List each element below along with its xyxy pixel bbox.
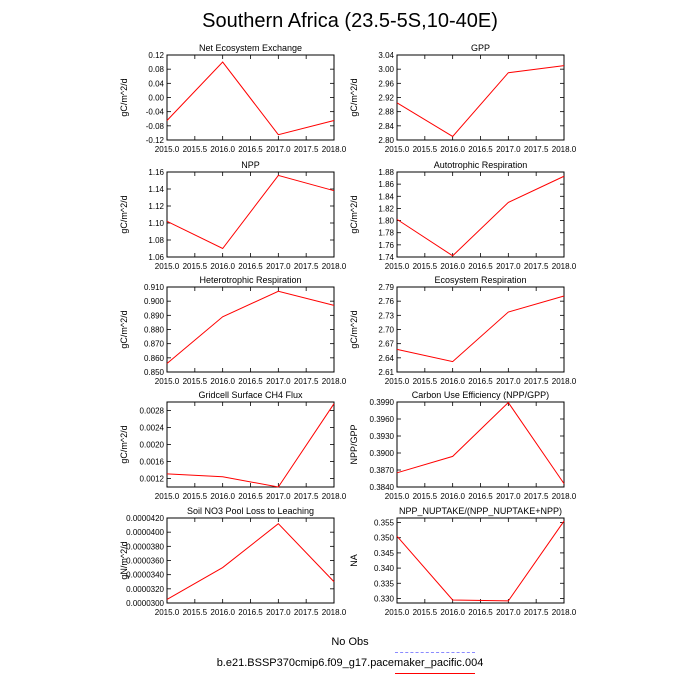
y-tick-label: 0.890 [143,311,164,321]
x-tick-label: 2015.0 [384,608,410,617]
y-tick-label: 0.910 [143,283,164,292]
y-axis-label: NA [349,554,359,567]
x-tick-label: 2015.0 [154,262,180,271]
y-tick-label: 0.0020 [139,440,164,450]
y-tick-label: 0.0028 [139,406,164,416]
y-tick-label: 1.78 [378,228,394,238]
panel-title: Carbon Use Efficiency (NPP/GPP) [411,390,550,400]
x-tick-label: 2016.5 [468,145,493,154]
x-tick-label: 2016.0 [210,145,235,154]
y-tick-label: 1.76 [378,240,394,250]
chart-panel-0 [119,43,347,154]
series-line [167,524,334,600]
chart-panel-8 [119,506,347,617]
y-tick-label: 2.79 [378,283,394,292]
x-tick-label: 2016.5 [468,608,493,617]
x-tick-label: 2018.0 [551,608,577,617]
y-tick-label: 2.88 [378,107,394,117]
y-tick-label: 1.12 [148,202,164,211]
x-tick-label: 2016.0 [210,262,235,271]
x-tick-label: 2017.0 [266,608,291,617]
plot-frame [397,518,564,603]
x-tick-label: 2015.5 [182,145,208,154]
series-line [167,291,334,363]
y-tick-label: 1.86 [378,180,394,190]
y-tick-label: 0.0000320 [126,584,164,594]
panel-title: Gridcell Surface CH4 Flux [198,390,303,400]
x-tick-label: 2018.0 [551,377,577,386]
series-line [397,296,564,362]
y-tick-label: 1.14 [148,185,164,194]
x-tick-label: 2016.5 [468,377,493,386]
x-tick-label: 2015.5 [412,492,438,501]
y-tick-label: 0.00 [148,93,164,103]
series-line [167,175,334,248]
panel-title: Ecosystem Respiration [434,275,527,285]
panel-title: Heterotrophic Respiration [199,275,302,285]
panel-title: Autotrophic Respiration [433,160,528,170]
panel-title: Soil NO3 Pool Loss to Leaching [186,506,315,516]
y-tick-label: 0.900 [143,297,164,307]
legend-model-label: b.e21.BSSP370cmip6.f09_g17.pacemaker_pacific.004 [216,657,484,669]
y-tick-label: 0.880 [143,325,164,335]
x-tick-label: 2017.0 [496,145,521,154]
y-tick-label: 0.0000360 [126,556,164,566]
x-tick-label: 2015.5 [412,608,438,617]
chart-panel-1 [349,43,577,154]
x-tick-label: 2015.0 [154,377,180,386]
x-tick-label: 2015.0 [154,492,180,501]
x-tick-label: 2016.0 [440,608,465,617]
x-tick-label: 2017.5 [293,145,319,154]
x-tick-label: 2015.5 [182,492,208,501]
series-line [167,62,334,135]
chart-panel-3 [349,160,577,271]
y-tick-label: 2.84 [378,121,394,131]
x-tick-label: 2017.5 [293,492,319,501]
x-tick-label: 2016.0 [210,608,235,617]
x-tick-label: 2016.0 [440,492,465,501]
y-tick-label: -0.08 [145,121,164,131]
x-tick-label: 2018.0 [321,145,347,154]
y-tick-label: 0.0000380 [126,542,164,552]
x-tick-label: 2015.0 [154,608,180,617]
y-tick-label: 2.92 [378,93,394,103]
y-tick-label: 2.96 [378,79,394,89]
y-tick-label: 3.04 [378,51,394,60]
x-tick-label: 2016.5 [238,262,263,271]
panel-title: Net Ecosystem Exchange [198,43,303,53]
x-tick-label: 2018.0 [551,145,577,154]
x-tick-label: 2015.0 [384,492,410,501]
y-axis-label: gC/m^2/d [119,195,129,234]
y-tick-label: 0.3870 [369,466,394,475]
chart-panel-7 [349,390,577,501]
x-tick-label: 2017.5 [293,262,319,271]
x-tick-label: 2017.0 [266,492,291,501]
x-tick-label: 2015.5 [182,608,208,617]
y-tick-label: 0.850 [143,368,164,377]
y-tick-label: -0.12 [145,136,164,145]
y-axis-label: gC/m^2/d [119,78,129,117]
x-tick-label: 2015.0 [384,145,410,154]
x-tick-label: 2015.5 [412,377,438,386]
x-tick-label: 2018.0 [321,492,347,501]
y-tick-label: 0.3960 [369,415,394,424]
y-tick-label: 1.88 [378,168,394,177]
y-tick-label: 0.0000340 [126,570,164,580]
x-tick-label: 2018.0 [551,492,577,501]
x-tick-label: 2017.0 [266,145,291,154]
plot-frame [167,402,334,487]
y-axis-label: NPP/GPP [349,424,359,465]
x-tick-label: 2017.5 [523,262,549,271]
x-tick-label: 2018.0 [321,262,347,271]
panel-title: NPP_NUPTAKE/(NPP_NUPTAKE+NPP) [399,506,562,516]
x-tick-label: 2016.5 [238,145,263,154]
x-tick-label: 2017.0 [496,262,521,271]
y-tick-label: 0.12 [148,51,164,60]
x-tick-label: 2017.5 [293,377,319,386]
y-tick-label: 0.340 [373,564,394,574]
y-axis-label: gC/m^2/d [349,78,359,117]
chart-panel-4 [119,275,347,386]
y-tick-label: 0.0000400 [126,528,164,538]
x-tick-label: 2016.5 [238,608,263,617]
y-tick-label: 0.0000420 [126,514,164,523]
x-tick-label: 2015.5 [182,377,208,386]
y-tick-label: 2.64 [378,353,394,363]
y-tick-label: 2.70 [378,325,394,335]
x-tick-label: 2016.0 [210,377,235,386]
y-tick-label: 1.06 [148,253,164,262]
x-tick-label: 2018.0 [551,262,577,271]
x-tick-label: 2017.0 [496,377,521,386]
y-tick-label: 2.61 [378,368,394,377]
chart-panel-9 [349,506,577,617]
series-line [397,403,564,484]
x-tick-label: 2017.0 [266,262,291,271]
y-tick-label: 1.16 [148,168,164,177]
x-tick-label: 2017.5 [523,377,549,386]
plot-frame [167,518,334,603]
x-tick-label: 2017.5 [523,608,549,617]
x-tick-label: 2016.0 [440,262,465,271]
x-tick-label: 2016.5 [468,262,493,271]
x-tick-label: 2016.0 [440,377,465,386]
plot-frame [397,55,564,140]
panel-title: GPP [470,43,491,53]
y-tick-label: 0.3840 [369,483,394,492]
x-tick-label: 2016.5 [468,492,493,501]
y-axis-label: gC/m^2/d [119,425,129,464]
x-tick-label: 2017.5 [523,492,549,501]
y-tick-label: 2.67 [378,339,394,349]
x-tick-label: 2017.5 [293,608,319,617]
panel-title: NPP [241,160,260,170]
series-line [397,66,564,137]
y-tick-label: 0.350 [373,533,394,543]
series-line [397,521,564,601]
x-tick-label: 2016.5 [238,492,263,501]
page-title: Southern Africa (23.5-5S,10-40E) [202,10,498,32]
y-axis-label: gC/m^2/d [349,195,359,234]
plot-frame [397,172,564,257]
plot-frame [397,287,564,372]
y-tick-label: 0.3930 [369,432,394,441]
x-tick-label: 2016.0 [210,492,235,501]
y-tick-label: 0.08 [148,65,164,75]
x-tick-label: 2015.0 [384,377,410,386]
y-tick-label: 1.82 [378,204,394,214]
y-tick-label: 0.04 [148,79,164,89]
y-tick-label: 0.0016 [139,457,164,467]
chart-panel-6 [119,390,347,501]
y-tick-label: 2.76 [378,297,394,307]
chart-panel-5 [349,275,577,386]
y-tick-label: 1.08 [148,236,164,245]
x-tick-label: 2017.0 [496,492,521,501]
x-tick-label: 2015.5 [182,262,208,271]
legend-obs-label: No Obs [331,636,369,648]
plot-frame [167,287,334,372]
legend-model-line [395,673,475,674]
plot-frame [397,402,564,487]
x-tick-label: 2018.0 [321,377,347,386]
plot-frame [167,172,334,257]
x-tick-label: 2017.0 [496,608,521,617]
y-tick-label: 1.84 [378,192,394,202]
y-axis-label: gC/m^2/d [119,310,129,349]
y-tick-label: 3.00 [378,65,394,75]
legend-obs-line [395,652,475,653]
x-tick-label: 2015.5 [412,145,438,154]
x-tick-label: 2018.0 [321,608,347,617]
y-tick-label: 0.3900 [369,449,394,458]
y-tick-label: 0.355 [373,518,394,528]
y-axis-label: gC/m^2/d [349,310,359,349]
x-tick-label: 2016.5 [238,377,263,386]
y-tick-label: 0.860 [143,353,164,363]
x-tick-label: 2017.0 [266,377,291,386]
y-tick-label: 0.330 [373,594,394,604]
y-tick-label: 0.3990 [369,398,394,407]
x-tick-label: 2015.0 [154,145,180,154]
y-tick-label: 1.74 [378,253,394,262]
y-tick-label: 2.73 [378,311,394,321]
y-tick-label: 0.345 [373,548,394,558]
y-tick-label: 1.80 [378,216,394,226]
y-tick-label: 0.335 [373,579,394,589]
x-tick-label: 2015.0 [384,262,410,271]
x-tick-label: 2015.5 [412,262,438,271]
series-line [397,176,564,256]
y-tick-label: 0.0000300 [126,599,164,608]
y-tick-label: -0.04 [145,107,164,117]
chart-panel-2 [119,160,347,271]
y-axis-label: gN/m^2/d [119,541,129,580]
x-tick-label: 2016.0 [440,145,465,154]
y-tick-label: 0.870 [143,339,164,349]
y-tick-label: 0.0012 [139,474,164,484]
series-line [167,404,334,487]
y-tick-label: 2.80 [378,136,394,145]
y-tick-label: 0.0024 [139,423,164,433]
x-tick-label: 2017.5 [523,145,549,154]
y-tick-label: 1.10 [148,219,164,228]
